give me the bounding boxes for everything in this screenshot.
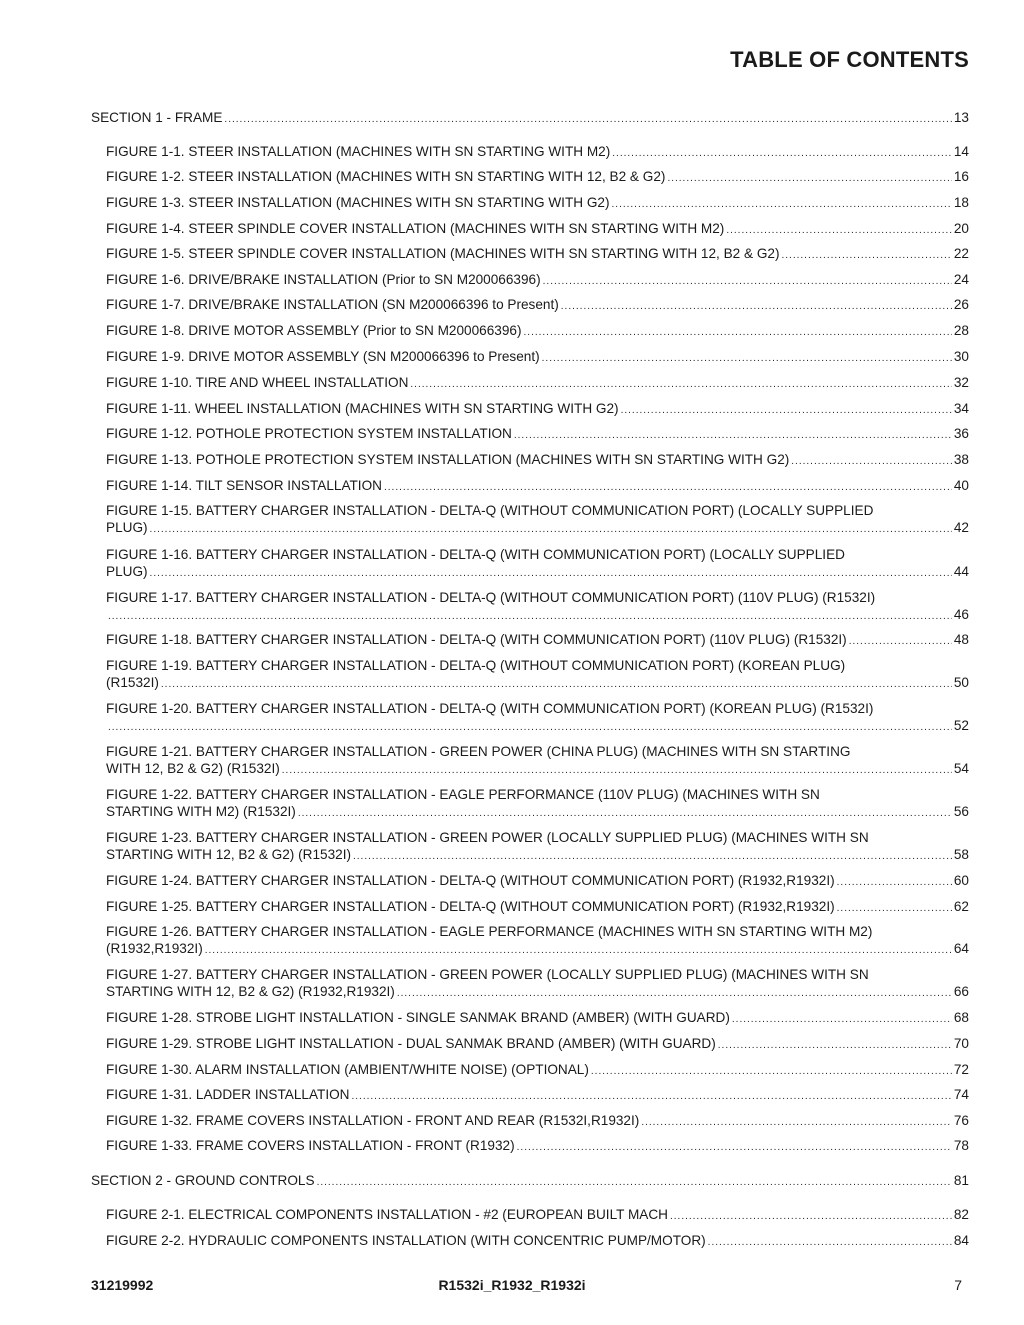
toc-page-number: 42	[953, 520, 969, 535]
toc-figure-entry[interactable]	[106, 296, 969, 315]
toc-entry-title: FIGURE 1-20. BATTERY CHARGER INSTALLATION - DELTA-Q (WITH COMMUNICATION PORT) (KOREAN PLUG) (R1532I)	[106, 701, 874, 716]
toc-entry-title: (R1532I)	[106, 675, 159, 690]
toc-page-number: 68	[953, 1010, 969, 1025]
toc-entry-title: SECTION 2 - GROUND CONTROLS	[91, 1173, 315, 1188]
dot-leader	[782, 245, 952, 264]
dot-leader	[317, 1172, 952, 1191]
dot-leader	[732, 1009, 952, 1028]
toc-figure-entry[interactable]	[106, 374, 969, 393]
toc-page-number: 74	[953, 1087, 969, 1102]
dot-leader	[837, 872, 952, 891]
toc-entry-title: FIGURE 1-1. STEER INSTALLATION (MACHINES WITH SN STARTING WITH M2)	[106, 144, 611, 159]
toc-page-number: 28	[953, 323, 969, 338]
toc-page-number: 62	[953, 899, 969, 914]
toc-page-number: 18	[953, 195, 969, 210]
model-names: R1532i_R1932_R1932i	[438, 1277, 586, 1293]
toc-figure-entry[interactable]	[106, 1137, 969, 1156]
dot-leader	[352, 1086, 952, 1105]
dot-leader	[410, 374, 951, 393]
toc-page-number: 38	[953, 452, 969, 467]
toc-entry-title: FIGURE 1-15. BATTERY CHARGER INSTALLATION - DELTA-Q (WITHOUT COMMUNICATION PORT) (LOCALLY SUPPLIED	[106, 503, 874, 518]
toc-page-number: 58	[953, 847, 969, 862]
toc-page-number: 54	[953, 761, 969, 776]
dot-leader	[514, 425, 952, 444]
dot-leader	[849, 631, 952, 650]
toc-entry-title: FIGURE 1-18. BATTERY CHARGER INSTALLATION - DELTA-Q (WITH COMMUNICATION PORT) (110V PLUG) (R1532I)	[106, 632, 847, 647]
toc-page-number: 16	[953, 169, 969, 184]
toc-figure-entry[interactable]	[106, 245, 969, 264]
toc-entry-title: FIGURE 1-9. DRIVE MOTOR ASSEMBLY (SN M200066396 to Present)	[106, 349, 540, 364]
dot-leader	[517, 1137, 952, 1156]
toc-figure-entry[interactable]	[106, 322, 969, 341]
toc-page-number: 14	[953, 144, 969, 159]
toc-section-entry[interactable]	[91, 109, 969, 128]
toc-entry-title: FIGURE 1-27. BATTERY CHARGER INSTALLATION - GREEN POWER (LOCALLY SUPPLIED PLUG) (MACHINES WITH SN	[106, 967, 869, 982]
toc-figure-entry[interactable]	[106, 348, 969, 367]
dot-leader	[150, 519, 952, 538]
dot-leader	[108, 717, 952, 736]
toc-page-number: 70	[953, 1036, 969, 1051]
toc-figure-entry[interactable]	[106, 1086, 969, 1105]
toc-entry-title: FIGURE 1-8. DRIVE MOTOR ASSEMBLY (Prior to SN M200066396)	[106, 323, 522, 338]
toc-figure-entry[interactable]	[106, 502, 969, 538]
toc-page-number: 52	[953, 718, 969, 733]
dot-leader	[718, 1035, 952, 1054]
toc-entry-title: FIGURE 1-13. POTHOLE PROTECTION SYSTEM INSTALLATION (MACHINES WITH SN STARTING WITH G2)	[106, 452, 790, 467]
toc-figure-entry[interactable]	[106, 786, 969, 822]
toc-entry-title: FIGURE 1-22. BATTERY CHARGER INSTALLATION - EAGLE PERFORMANCE (110V PLUG) (MACHINES WITH SN	[106, 787, 820, 802]
toc-figure-entry[interactable]	[106, 194, 969, 213]
toc-entry-title: FIGURE 1-19. BATTERY CHARGER INSTALLATION - DELTA-Q (WITHOUT COMMUNICATION PORT) (KOREAN PLUG)	[106, 658, 846, 673]
dot-leader	[837, 898, 952, 917]
toc-entry-title: FIGURE 1-12. POTHOLE PROTECTION SYSTEM INSTALLATION	[106, 426, 512, 441]
dot-leader	[224, 109, 951, 128]
toc-page-number: 30	[953, 349, 969, 364]
toc-page-number: 40	[953, 478, 969, 493]
dot-leader	[161, 674, 952, 693]
toc-entry-title: FIGURE 1-26. BATTERY CHARGER INSTALLATION - EAGLE PERFORMANCE (MACHINES WITH SN STARTING WITH M2)	[106, 924, 873, 939]
toc-page-number: 64	[953, 941, 969, 956]
toc-entry-title: FIGURE 1-16. BATTERY CHARGER INSTALLATION - DELTA-Q (WITH COMMUNICATION PORT) (LOCALLY SUPPLIED	[106, 547, 845, 562]
toc-page-number: 36	[953, 426, 969, 441]
toc-figure-entry[interactable]	[106, 589, 969, 625]
toc-entry-title: FIGURE 2-2. HYDRAULIC COMPONENTS INSTALLATION (WITH CONCENTRIC PUMP/MOTOR)	[106, 1233, 706, 1248]
toc-entry-title: FIGURE 1-30. ALARM INSTALLATION (AMBIENT/WHITE NOISE) (OPTIONAL)	[106, 1062, 589, 1077]
toc-entry-title: PLUG)	[106, 520, 148, 535]
dot-leader	[542, 348, 952, 367]
page-number: 7	[954, 1277, 962, 1293]
toc-entry-title: FIGURE 1-17. BATTERY CHARGER INSTALLATION - DELTA-Q (WITHOUT COMMUNICATION PORT) (110V PLUG) (R1532I)	[106, 590, 876, 605]
toc-entry-title: FIGURE 1-2. STEER INSTALLATION (MACHINES WITH SN STARTING WITH 12, B2 & G2)	[106, 169, 666, 184]
dot-leader	[621, 400, 952, 419]
toc-figure-entry[interactable]	[106, 829, 969, 865]
toc-page-number: 56	[953, 804, 969, 819]
dot-leader	[150, 563, 952, 582]
toc-page-number: 81	[953, 1173, 969, 1188]
toc-page-number: 24	[953, 272, 969, 287]
dot-leader	[108, 606, 952, 625]
toc-figure-entry[interactable]	[106, 425, 969, 444]
toc-entry-title: FIGURE 1-32. FRAME COVERS INSTALLATION - FRONT AND REAR (R1532I,R1932I)	[106, 1113, 640, 1128]
toc-figure-entry[interactable]	[106, 168, 969, 187]
dot-leader	[670, 1206, 952, 1225]
toc-page-number: 34	[953, 401, 969, 416]
toc-entry-title: STARTING WITH 12, B2 & G2) (R1932,R1932I)	[106, 984, 395, 999]
dot-leader	[708, 1232, 952, 1251]
toc-entry-title: FIGURE 1-24. BATTERY CHARGER INSTALLATION - DELTA-Q (WITHOUT COMMUNICATION PORT) (R1932,R1932I)	[106, 873, 835, 888]
toc-figure-entry[interactable]	[106, 1061, 969, 1080]
toc-page-number: 44	[953, 564, 969, 579]
toc-figure-entry[interactable]	[106, 143, 969, 162]
toc-page-number: 32	[953, 375, 969, 390]
toc-figure-entry[interactable]	[106, 923, 969, 959]
toc-entry-title: SECTION 1 - FRAME	[91, 110, 223, 125]
dot-leader	[612, 194, 952, 213]
toc-page-number: 46	[953, 607, 969, 622]
dot-leader	[667, 168, 951, 187]
toc-entry-title: FIGURE 1-14. TILT SENSOR INSTALLATION	[106, 478, 382, 493]
toc-page-number: 48	[953, 632, 969, 647]
toc-page-number: 60	[953, 873, 969, 888]
toc-entry-title: FIGURE 1-6. DRIVE/BRAKE INSTALLATION (Prior to SN M200066396)	[106, 272, 541, 287]
dot-leader	[641, 1112, 952, 1131]
toc-figure-entry[interactable]	[106, 1112, 969, 1131]
toc-figure-entry[interactable]	[106, 400, 969, 419]
toc-entry-title: FIGURE 1-21. BATTERY CHARGER INSTALLATION - GREEN POWER (CHINA PLUG) (MACHINES WITH SN STARTING	[106, 744, 851, 759]
toc-entry-title: FIGURE 1-31. LADDER INSTALLATION	[106, 1087, 350, 1102]
toc-entry-title: FIGURE 1-5. STEER SPINDLE COVER INSTALLATION (MACHINES WITH SN STARTING WITH 12, B2 & G2)	[106, 246, 780, 261]
toc-entry-title: (R1932,R1932I)	[106, 941, 203, 956]
toc-entry-title: STARTING WITH 12, B2 & G2) (R1532I)	[106, 847, 351, 862]
dot-leader	[384, 477, 952, 496]
toc-figure-entry[interactable]	[106, 966, 969, 1002]
toc-figure-entry[interactable]	[106, 477, 969, 496]
toc-entry-title: PLUG)	[106, 564, 148, 579]
toc-figure-entry[interactable]	[106, 546, 969, 582]
toc-entry-title: FIGURE 1-33. FRAME COVERS INSTALLATION - FRONT (R1932)	[106, 1138, 515, 1153]
dot-leader	[791, 451, 952, 470]
toc-entry-title: STARTING WITH M2) (R1532I)	[106, 804, 296, 819]
toc-figure-entry[interactable]	[106, 271, 969, 290]
toc-figure-entry[interactable]	[106, 1232, 969, 1251]
toc-figure-entry[interactable]	[106, 220, 969, 239]
dot-leader	[282, 760, 952, 779]
toc-entry-title: FIGURE 1-29. STROBE LIGHT INSTALLATION - DUAL SANMAK BRAND (AMBER) (WITH GUARD)	[106, 1036, 716, 1051]
toc-page-number: 22	[953, 246, 969, 261]
toc-page-number: 76	[953, 1113, 969, 1128]
toc-figure-entry[interactable]	[106, 1035, 969, 1054]
toc-entry-title: FIGURE 1-28. STROBE LIGHT INSTALLATION - SINGLE SANMAK BRAND (AMBER) (WITH GUARD)	[106, 1010, 730, 1025]
dot-leader	[353, 846, 952, 865]
toc-entry-title: FIGURE 1-23. BATTERY CHARGER INSTALLATION - GREEN POWER (LOCALLY SUPPLIED PLUG) (MACHINES WITH SN	[106, 830, 869, 845]
toc-entry-title: WITH 12, B2 & G2) (R1532I)	[106, 761, 280, 776]
toc-entry-title: FIGURE 1-7. DRIVE/BRAKE INSTALLATION (SN M200066396 to Present)	[106, 297, 559, 312]
dot-leader	[397, 983, 952, 1002]
toc-figure-entry[interactable]	[106, 1009, 969, 1028]
dot-leader	[726, 220, 952, 239]
toc-figure-entry[interactable]	[106, 898, 969, 917]
toc-page-number: 82	[953, 1207, 969, 1222]
toc-entry-title: FIGURE 1-10. TIRE AND WHEEL INSTALLATION	[106, 375, 409, 390]
toc-figure-entry[interactable]	[106, 700, 969, 736]
toc-page-number: 78	[953, 1138, 969, 1153]
toc-entry-title: FIGURE 2-1. ELECTRICAL COMPONENTS INSTALLATION - #2 (EUROPEAN BUILT MACH	[106, 1207, 668, 1222]
toc-page-number: 50	[953, 675, 969, 690]
toc-figure-entry[interactable]	[106, 631, 969, 650]
toc-figure-entry[interactable]	[106, 743, 969, 779]
toc-page-number: 13	[953, 110, 969, 125]
toc-page-number: 66	[953, 984, 969, 999]
toc-page-number: 26	[953, 297, 969, 312]
dot-leader	[524, 322, 952, 341]
toc-figure-entry[interactable]	[106, 657, 969, 693]
toc-figure-entry[interactable]	[106, 1206, 969, 1225]
dot-leader	[591, 1061, 952, 1080]
toc-figure-entry[interactable]	[106, 451, 969, 470]
toc-page-number: 72	[953, 1062, 969, 1077]
toc-entry-title: FIGURE 1-4. STEER SPINDLE COVER INSTALLATION (MACHINES WITH SN STARTING WITH M2)	[106, 221, 725, 236]
toc-page-number: 84	[953, 1233, 969, 1248]
dot-leader	[298, 803, 952, 822]
toc-entry-title: FIGURE 1-11. WHEEL INSTALLATION (MACHINES WITH SN STARTING WITH G2)	[106, 401, 619, 416]
dot-leader	[612, 143, 952, 162]
toc-entry-title: FIGURE 1-25. BATTERY CHARGER INSTALLATION - DELTA-Q (WITHOUT COMMUNICATION PORT) (R1932,R1932I)	[106, 899, 835, 914]
dot-leader	[205, 940, 952, 959]
document-number: 31219992	[91, 1277, 154, 1293]
toc-figure-entry[interactable]	[106, 872, 969, 891]
page-title: TABLE OF CONTENTS	[730, 47, 969, 72]
toc-section-entry[interactable]	[91, 1172, 969, 1191]
dot-leader	[561, 296, 952, 315]
toc-entry-title: FIGURE 1-3. STEER INSTALLATION (MACHINES WITH SN STARTING WITH G2)	[106, 195, 610, 210]
toc-page-number: 20	[953, 221, 969, 236]
dot-leader	[543, 271, 952, 290]
